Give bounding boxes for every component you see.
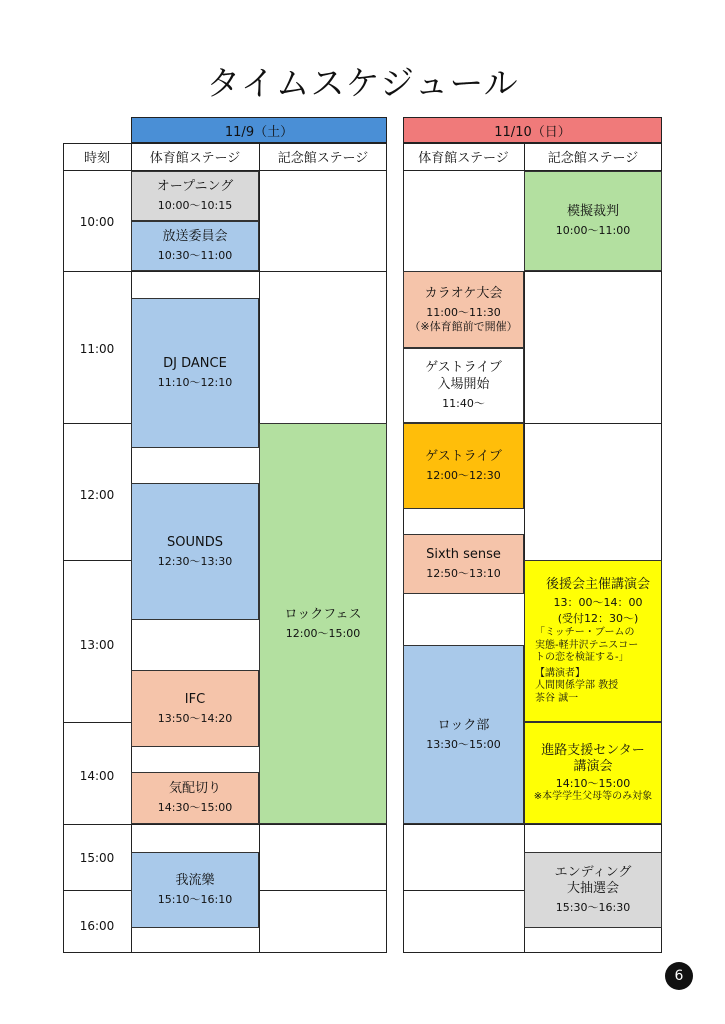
- event-career-lecture: [524, 722, 662, 824]
- event-name-line2: 大抽選会: [566, 881, 619, 897]
- event-name-line1: エンディング: [554, 864, 632, 880]
- event-mock-trial: [524, 171, 662, 271]
- hour-line: [63, 722, 131, 723]
- event-name: SOUNDS: [167, 534, 223, 550]
- event-time: 15:30〜16:30: [555, 901, 631, 915]
- event-note: （※体育館前で開催）: [409, 319, 518, 333]
- day1-gym-stage-header: 体育館ステージ: [131, 143, 259, 171]
- event-time: 13:30〜15:00: [426, 737, 501, 751]
- event-name: 模擬裁判: [566, 204, 619, 219]
- event-desc: 実態-軽井沢テニスコー: [535, 639, 639, 651]
- event-name: 気配切り: [168, 781, 221, 796]
- event-opening: [131, 171, 259, 221]
- event-speaker-label: 【講演者】: [535, 667, 585, 679]
- event-time: 14:30〜15:00: [157, 801, 233, 815]
- event-time: 10:00〜11:00: [555, 224, 631, 238]
- event-rock-club: [403, 645, 524, 824]
- time-label: 16:00: [79, 919, 115, 933]
- event-name: Sixth sense: [426, 547, 501, 562]
- event-name: 放送委員会: [162, 229, 228, 244]
- event-speaker-affiliation: 人間関係学部 教授: [535, 680, 619, 692]
- event-broadcast-committee: [131, 221, 259, 271]
- event-sounds: [131, 483, 259, 620]
- time-label: 11:00: [79, 342, 115, 356]
- day2-header: 11/10（日）: [403, 117, 662, 143]
- event-desc: トの恋を検証する-」: [535, 652, 629, 664]
- event-name: ロックフェス: [284, 606, 362, 622]
- event-time: 11:00〜11:30: [426, 305, 501, 319]
- event-guest-entry: [403, 348, 524, 423]
- event-time: 15:10〜16:10: [157, 893, 233, 907]
- hour-line: [63, 271, 387, 272]
- event-name-line2: 入場開始: [437, 376, 490, 392]
- event-name-line2: 講演会: [573, 758, 613, 774]
- event-name: オープニング: [156, 179, 234, 194]
- event-lecture: [524, 560, 662, 722]
- event-rock-fes: [259, 423, 387, 824]
- time-label: 14:00: [79, 769, 115, 783]
- event-time: 10:00〜10:15: [157, 199, 233, 213]
- day1-header: 11/9（土）: [131, 117, 387, 143]
- event-ending: [524, 852, 662, 928]
- event-time: 12:30〜13:30: [157, 554, 233, 568]
- event-ifc: [131, 670, 259, 747]
- time-label: 12:00: [79, 488, 115, 502]
- day1-memorial-stage-header: 記念館ステージ: [259, 143, 387, 171]
- time-label: 15:00: [79, 851, 115, 865]
- day2-gym-stage-header: 体育館ステージ: [403, 143, 524, 171]
- time-label: 10:00: [79, 215, 115, 229]
- event-desc: 「ミッチー・ブームの: [535, 627, 635, 639]
- event-sixth-sense: [403, 534, 524, 594]
- event-speaker-name: 茶谷 誠一: [535, 692, 579, 704]
- event-time: 12:50〜13:10: [426, 567, 501, 581]
- day2-memorial-stage-header: 記念館ステージ: [524, 143, 662, 171]
- event-name-line1: 進路支援センター: [541, 742, 645, 758]
- page-number: 6: [665, 962, 693, 990]
- event-guest-live: [403, 423, 524, 509]
- event-name: DJ DANCE: [163, 356, 227, 371]
- time-label: 13:00: [79, 638, 115, 652]
- event-time: 12:00〜12:30: [426, 469, 501, 483]
- page-title: タイムスケジュール: [206, 64, 519, 104]
- event-name: ゲストライブ: [425, 449, 502, 464]
- hour-line: [63, 824, 387, 825]
- event-time: 11:40〜: [442, 396, 485, 410]
- event-time: 13:50〜14:20: [157, 711, 233, 725]
- event-kehai: [131, 772, 259, 824]
- event-name: IFC: [184, 691, 206, 707]
- event-karaoke: [403, 271, 524, 348]
- event-name: カラオケ大会: [424, 285, 503, 301]
- event-time: 14:10〜15:00: [555, 777, 631, 791]
- event-garyu: [131, 852, 259, 928]
- event-time: 10:30〜11:00: [157, 249, 233, 263]
- event-name-line1: ゲストライブ: [425, 360, 502, 376]
- event-note: ※本学学生父母等のみ対象: [533, 790, 653, 802]
- event-dj-dance: [131, 298, 259, 448]
- time-column-header: 時刻: [63, 143, 131, 171]
- event-name: 我流樂: [175, 873, 215, 888]
- event-name: ロック部: [437, 717, 490, 733]
- hour-line: [63, 560, 131, 561]
- event-time: 11:10〜12:10: [157, 376, 233, 390]
- event-reception: (受付12：30〜): [557, 611, 639, 625]
- event-time: 12:00〜15:00: [285, 626, 361, 640]
- event-name: 後援会主催講演会: [545, 576, 650, 592]
- event-time: 13：00〜14：00: [553, 595, 643, 609]
- hour-line: [403, 824, 662, 825]
